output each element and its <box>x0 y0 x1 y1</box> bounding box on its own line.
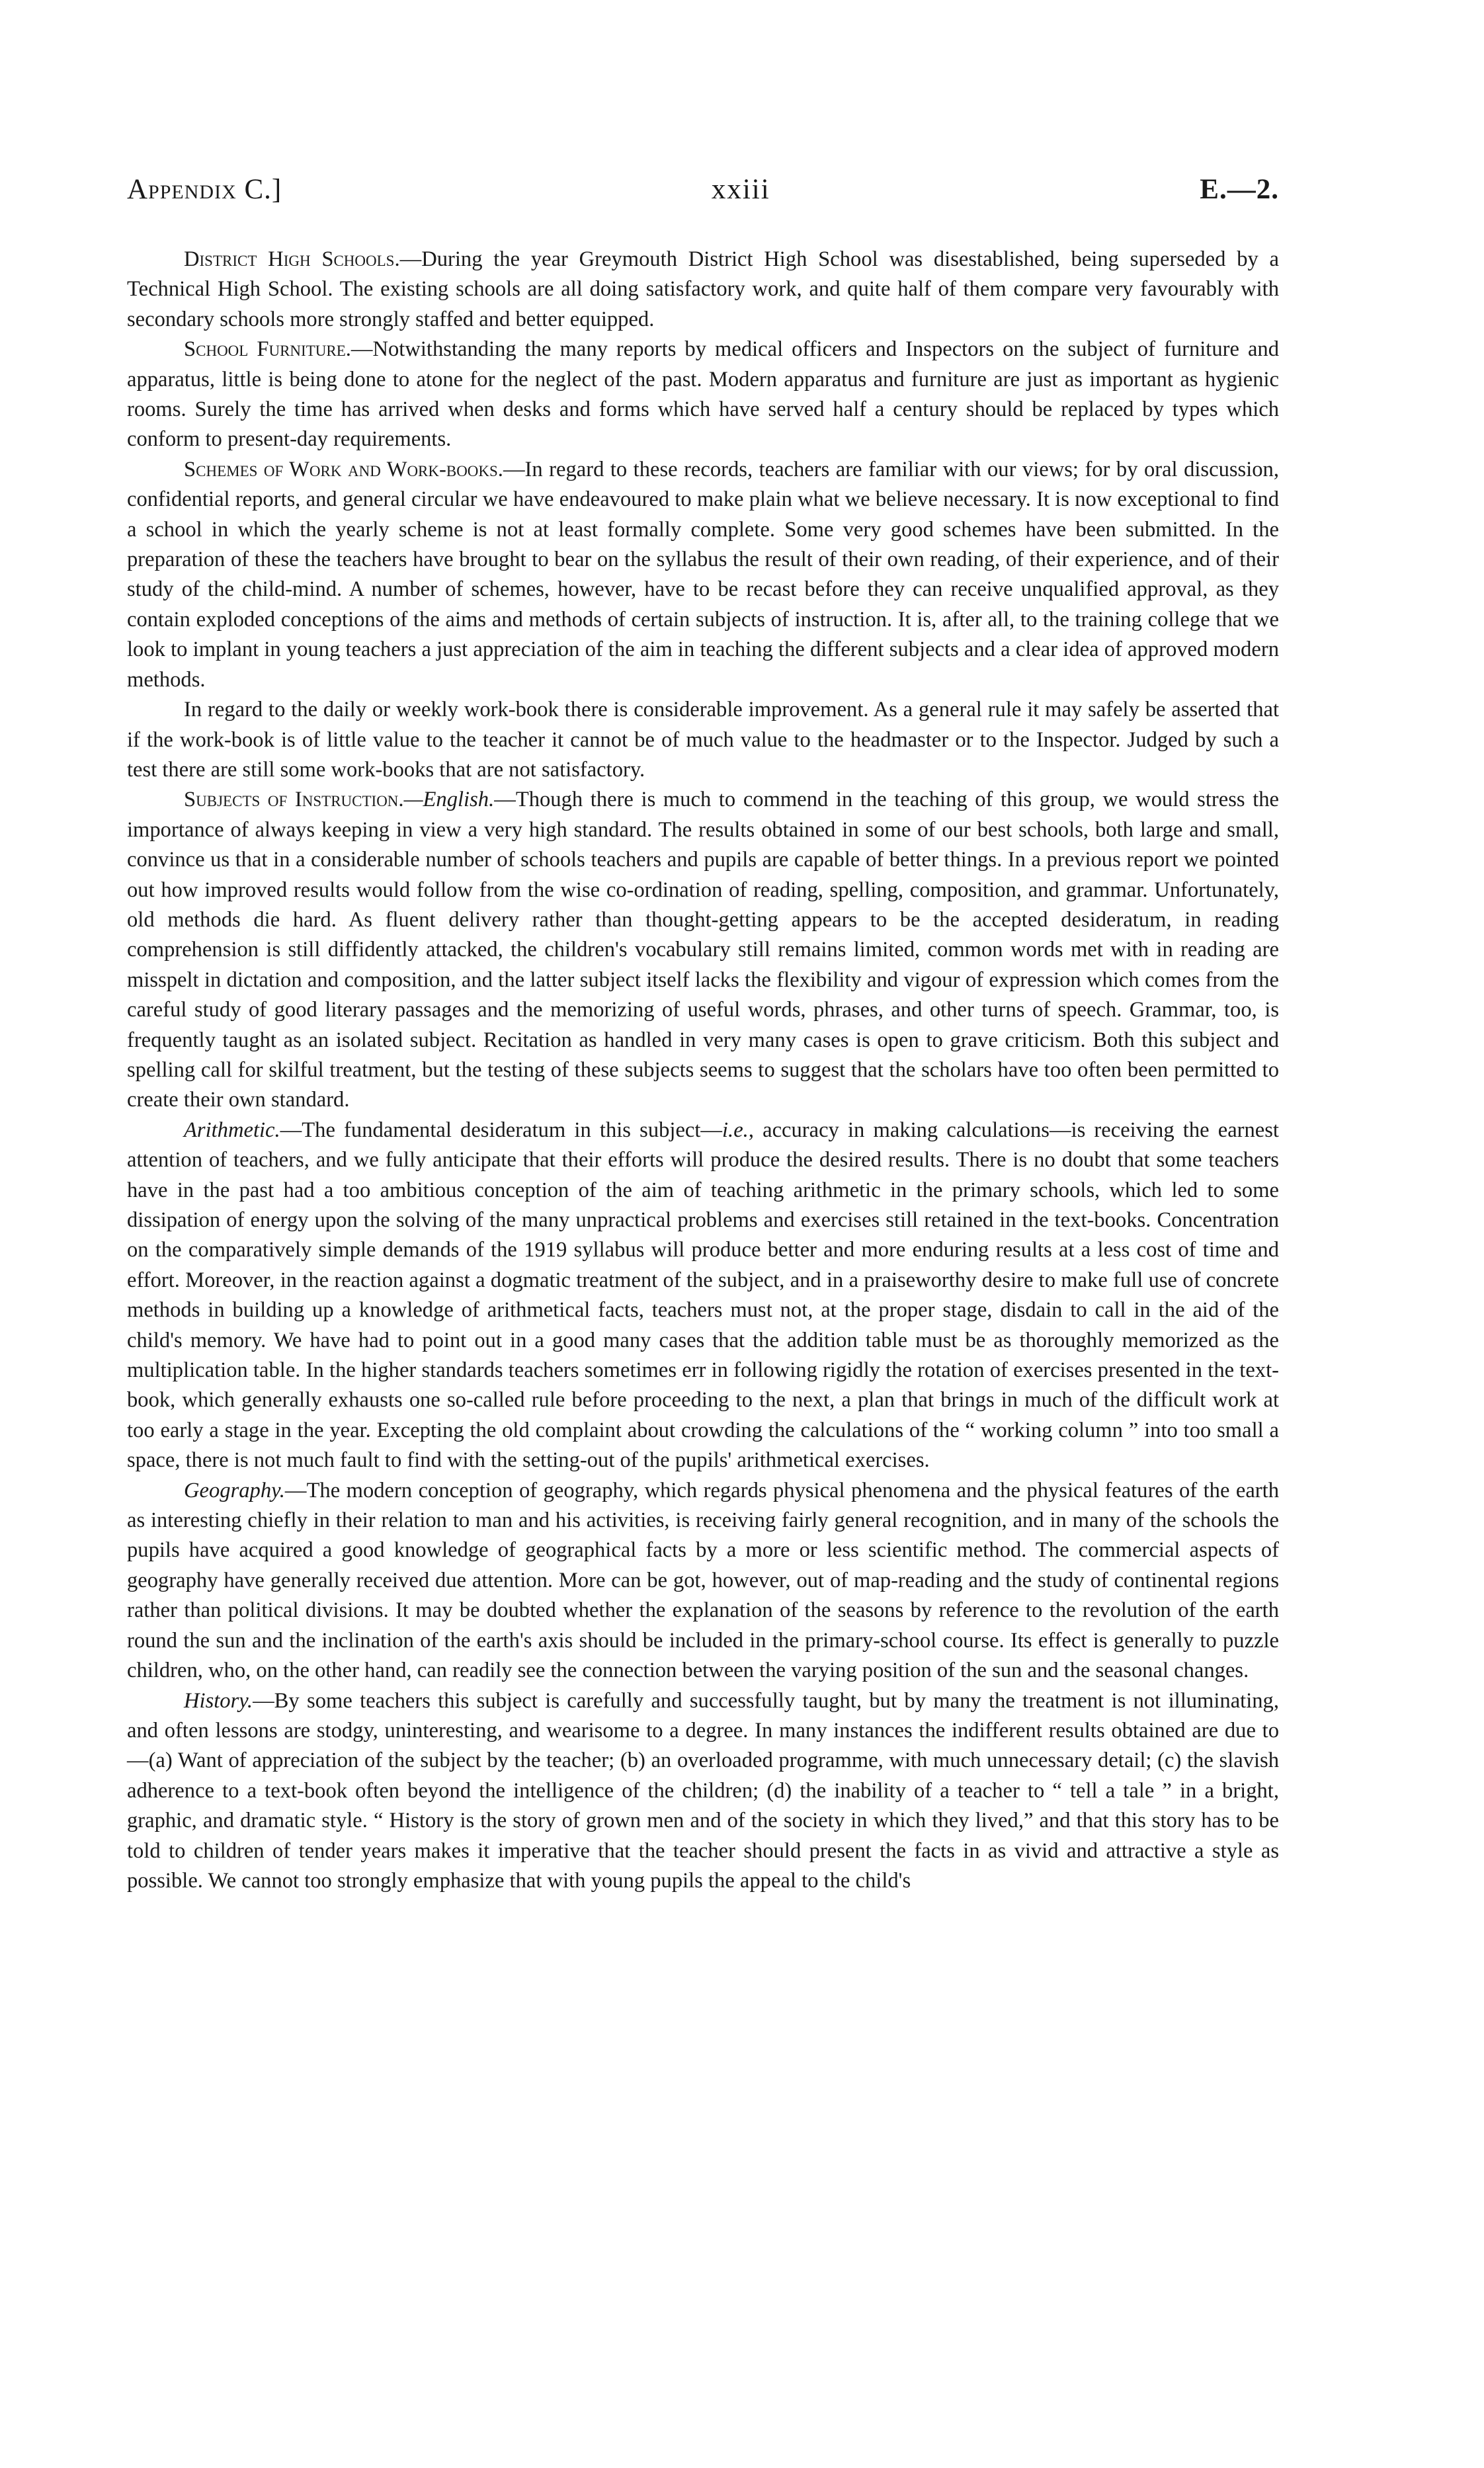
paragraph-text: —The fundamental desideratum in this subject— <box>280 1118 722 1142</box>
section-heading: Subjects of Instruction. <box>184 788 404 812</box>
paragraph-history <box>127 1686 1279 1897</box>
paragraph-text: —During the year Greymouth District High School was disestablished, being superseded by a Technical High School. The existing schools are all doing satisfactory work, and quite half of them compare very favourably with secondary schools more strongly staffed and better equipped. <box>127 247 1279 331</box>
body-text <box>127 245 1279 1896</box>
paragraph-text: In regard to the daily or weekly work-book there is considerable improvement. As a general rule it may safely be asserted that if the work-book is of little value to the teacher it cannot be of much value to the headmaster or to the Inspector. Judged by such a test there are still some work-books that are not satisfactory. <box>127 698 1279 782</box>
paragraph-english <box>127 785 1279 1115</box>
document-page <box>127 173 1279 1896</box>
subject-heading: —English. <box>403 788 495 812</box>
section-heading: Schemes of Work and Work-books. <box>184 457 503 481</box>
page-header <box>127 173 1279 206</box>
section-heading: School Furniture. <box>184 337 351 362</box>
abbreviation: i.e. <box>722 1118 749 1142</box>
section-heading: District High Schools. <box>184 247 400 271</box>
paragraph-work-books <box>127 695 1279 785</box>
paragraph-text: —Notwithstanding the many reports by medical officers and Inspectors on the subject of furniture and apparatus, little is being done to atone for the neglect of the past. Modern apparatus and furniture are just as important as hygienic rooms. Surely the time has arrived when desks and forms which have served half a century should be replaced by types which conform to present-day requirements. <box>127 337 1280 452</box>
page-number: xxiii <box>711 174 770 205</box>
paragraph-geography <box>127 1476 1279 1686</box>
paragraph-text: —Though there is much to commend in the teaching of this group, we would stress the importance of always keeping in view a very high standard. The results obtained in some of our best schools, both large and small, convince us that in a considerable number of schools teachers and pupils are capable of better things. In a previous report we pointed out how improved results would follow from the wise co-ordination of reading, spelling, composition, and grammar. Unfortunately, old methods die hard. As fluent delivery rather than thought-getting appears to be the accepted desideratum, in reading comprehension is still diffidently attacked, the children's vocabulary still remains limited, common words met with in reading are misspelt in dictation and composition, and the latter subject itself lacks the flexibility and vigour of expression which comes from the careful study of good literary passages and the memorizing of useful words, phrases, and other turns of speech. Grammar, too, is frequently taught as an isolated subject. Recitation as handled in very many cases is open to grave criticism. Both this subject and spelling call for skilful treatment, but the testing of these subjects seems to suggest that the scholars have too often been permitted to create their own standard. <box>127 788 1279 1112</box>
paragraph-arithmetic <box>127 1116 1279 1476</box>
paragraph-schemes-of-work <box>127 455 1279 695</box>
paragraph-school-furniture <box>127 335 1279 455</box>
paragraph-text: —In regard to these records, teachers are familiar with our views; for by oral discussion, confidential reports, and general circular we have endeavoured to make plain what we believe necessary. It is now exceptional to find a school in which the yearly scheme is not at least formally complete. Some very good schemes have been submitted. In the preparation of these the teachers have brought to bear on the syllabus the result of their own reading, of their experience, and of their study of the child-mind. A number of schemes, however, have to be recast before they can receive unqualified approval, as they contain exploded conceptions of the aims and methods of certain subjects of instruction. It is, after all, to the training college that we look to implant in young teachers a just appreciation of the aim in teaching the different subjects and a clear idea of approved modern methods. <box>127 457 1279 692</box>
subject-heading: Geography. <box>184 1478 285 1502</box>
document-code: E.—2. <box>1200 174 1279 205</box>
paragraph-text: —By some teachers this subject is carefully and successfully taught, but by many the treatment is not illuminating, and often lessons are stodgy, uninteresting, and wearisome to a degree. In many instances the indifferent results obtained are due to—(a) Want of appreciation of the subject by the teacher; (b) an overloaded programme, with much unnecessary detail; (c) the slavish adherence to a text-book often beyond the intelligence of the children; (d) the inability of a teacher to “ tell a tale ” in a bright, graphic, and dramatic style. “ History is the story of grown men and of the society in which they lived,” and that this story has to be told to children of tender years makes it imperative that the teacher should present the facts in as vivid and attractive a style as possible. We cannot too strongly emphasize that with young pupils the appeal to the child's <box>127 1688 1279 1893</box>
subject-heading: Arithmetic. <box>184 1118 280 1142</box>
paragraph-text: —The modern conception of geography, which regards physical phenomena and the physical features of the earth as interesting chiefly in their relation to man and his activities, is receiving fairly general recognition, and in many of the schools the pupils have acquired a good knowledge of geographical facts by a more or less scientific method. The commercial aspects of geography have generally received due attention. More can be got, however, out of map-reading and the study of continental regions rather than political divisions. It may be doubted whether the explanation of the seasons by reference to the revolution of the earth round the sun and the inclination of the earth's axis should be included in the primary-school course. Its effect is generally to puzzle children, who, on the other hand, can readily see the connection between the varying position of the sun and the seasonal changes. <box>127 1478 1279 1683</box>
paragraph-text-continued: , accuracy in making calculations—is receiving the earnest attention of teachers, and we fully anticipate that their efforts will produce the desired results. There is no doubt that some teachers have in the past had a too ambitious conception of the aim of teaching arithmetic in the primary schools, which led to some dissipation of energy upon the solving of the many unpractical problems and exercises still retained in the text-books. Concentration on the comparatively simple demands of the 1919 syllabus will produce better and more enduring results at a less cost of time and effort. Moreover, in the reaction against a dogmatic treatment of the subject, and in a praiseworthy desire to make full use of concrete methods in building up a knowledge of arithmetical facts, teachers must not, at the proper stage, disdain to call in the aid of the child's memory. We have had to point out in a good many cases that the addition table must be as thoroughly memorized as the multiplication table. In the higher standards teachers sometimes err in following rigidly the rotation of exercises presented in the text-book, which generally exhausts one so-called rule before proceeding to the next, a plan that brings in much of the difficult work at too early a stage in the year. Excepting the old complaint about crowding the calculations of the “ working column ” into too small a space, there is not much fault to find with the setting-out of the pupils' arithmetical exercises. <box>127 1118 1279 1473</box>
appendix-label: Appendix C.] <box>127 174 282 205</box>
paragraph-district-high-schools <box>127 245 1279 335</box>
subject-heading: History. <box>184 1688 253 1713</box>
